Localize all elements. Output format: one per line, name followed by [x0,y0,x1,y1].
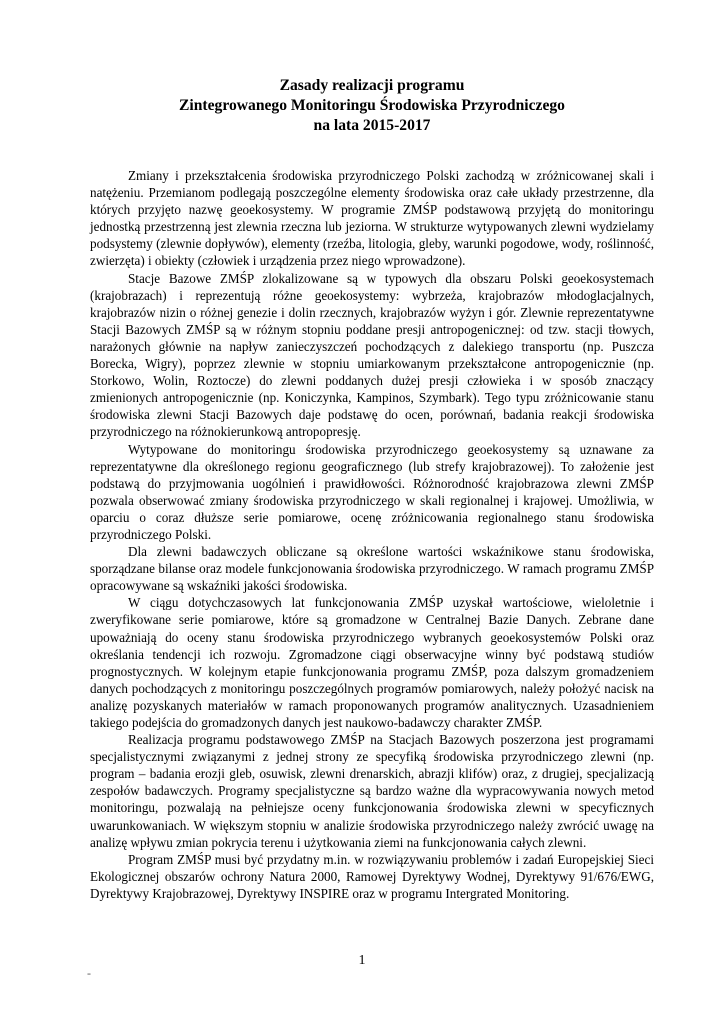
paragraph-3: Wytypowane do monitoringu środowiska przyrodniczego geoekosystemy są uznawane za reprezentatywne dla określonego regionu geograficznego (lub strefy krajobrazowej). To założenie jest podstawą do przyjmowania uogólnień i prawidłowości. Różnorodność krajobrazowa zlewni ZMŚP pozwala obserwować zmiany środowiska przyrodniczego w skali regionalnej i krajowej. Umożliwia, w oparciu o coraz dłuższe serie pomiarowe, ocenę zróżnicowania regionalnego stanu środowiska przyrodniczego Polski. [90,441,654,542]
title-line-3: na lata 2015-2017 [313,117,431,134]
paragraph-6: Realizacja programu podstawowego ZMŚP na Stacjach Bazowych poszerzona jest programami specjalistycznymi związanymi z jednej strony ze specyfiką środowiska przyrodniczego zlewni (np. program – badania erozji gleb, osuwisk, zlewni drenarskich, abrazji klifów) oraz, z drugiej, specjalizacją zespołów badawczych. Programy specjalistyczne są bardzo ważne dla wypracowywania nowych metod monitoringu, pozwalają na pełniejsze oceny funkcjonowania środowiska zlewni w specyficznych uwarunkowaniach. W większym stopniu w analizie środowiska przyrodniczego należy zwrócić uwagę na analizę wpływu zmian pokrycia terenu i użytkowania ziemi na funkcjonowania całych zlewni. [90,732,654,850]
document-title [90,76,654,136]
document-body [90,167,654,902]
footer-mark: - [87,966,91,980]
title-line-1: Zasady realizacji programu [279,77,465,94]
paragraph-2: Stacje Bazowe ZMŚP zlokalizowane są w typowych dla obszaru Polski geoekosystemach (krajobrazach) i reprezentują różne geoekosystemy: wybrzeża, krajobrazów młodoglacjalnych, krajobrazów nizin o różnej genezie i dolin rzecznych, krajobrazów wyżyn i gór. Zlewnie reprezentatywne Stacji Bazowych ZMŚP są w różnym stopniu poddane presji antropogenicznej: od tzw. stacji tłowych, narażonych głównie na napływ zanieczyszczeń pochodzących z dalekiego transportu (np. Puszcza Borecka, Wigry), poprzez zlewnie w stopniu umiarkowanym przekształcone antropogenicznie (np. Storkowo, Wolin, Roztocze) do zlewni poddanych dużej presji człowieka i w sposób znaczący zmienionych antropogenicznie (np. Koniczynka, Kampinos, Szymbark). Tego typu zróżnicowanie stanu środowiska zlewni Stacji Bazowych daje podstawę do ocen, porównań, badania reakcji środowiska przyrodniczego na różnokierunkową antropopresję. [90,270,654,440]
page-number: 1 [358,953,366,968]
title-line-2: Zintegrowanego Monitoringu Środowiska Przyrodniczego [179,97,565,114]
paragraph-5: W ciągu dotychczasowych lat funkcjonowania ZMŚP uzyskał wartościowe, wieloletnie i zweryfikowane serie pomiarowe, które są gromadzone w Centralnej Bazie Danych. Zebrane dane upoważniają do oceny stanu środowiska przyrodniczego wybranych geoekosystemów Polski oraz określania tendencji ich rozwoju. Zgromadzone ciągi obserwacyjne winny być podstawą studiów prognostycznych. W kolejnym etapie funkcjonowania programu ZMŚP, poza dalszym gromadzeniem danych pochodzących z monitoringu poszczególnych programów pomiarowych, należy położyć nacisk na analizę pozyskanych materiałów w ramach proponowanych programów analitycznych. Uzasadnieniem takiego podejścia do gromadzonych danych jest naukowo-badawczy charakter ZMŚP. [90,595,654,730]
paragraph-4: Dla zlewni badawczych obliczane są określone wartości wskaźnikowe stanu środowiska, sporządzane bilanse oraz modele funkcjonowania środowiska przyrodniczego. W ramach programu ZMŚP opracowywane są wskaźniki jakości środowiska. [90,544,654,594]
paragraph-7: Program ZMŚP musi być przydatny m.in. w rozwiązywaniu problemów i zadań Europejskiej Sieci Ekologicznej obszarów ochrony Natura 2000, Ramowej Dyrektywy Wodnej, Dyrektywy 91/676/EWG, Dyrektywy Krajobrazowej, Dyrektywy INSPIRE oraz w programu Intergrated Monitoring. [90,851,654,901]
paragraph-1: Zmiany i przekształcenia środowiska przyrodniczego Polski zachodzą w zróżnicowanej skali i natężeniu. Przemianom podlegają poszczególne elementy środowiska oraz całe układy przestrzenne, dla których przyjęto nazwę geoekosystemy. W programie ZMŚP podstawową przyjętą do monitoringu jednostką przestrzenną jest zlewnia rzeczna lub jeziorna. W strukturze wytypowanych zlewni wydzielamy podsystemy (zlewnie dopływów), elementy (rzeźba, litologia, gleby, warunki pogodowe, wody, roślinność, zwierzęta) i obiekty (człowiek i urządzenia przez niego wprowadzone). [90,168,654,269]
